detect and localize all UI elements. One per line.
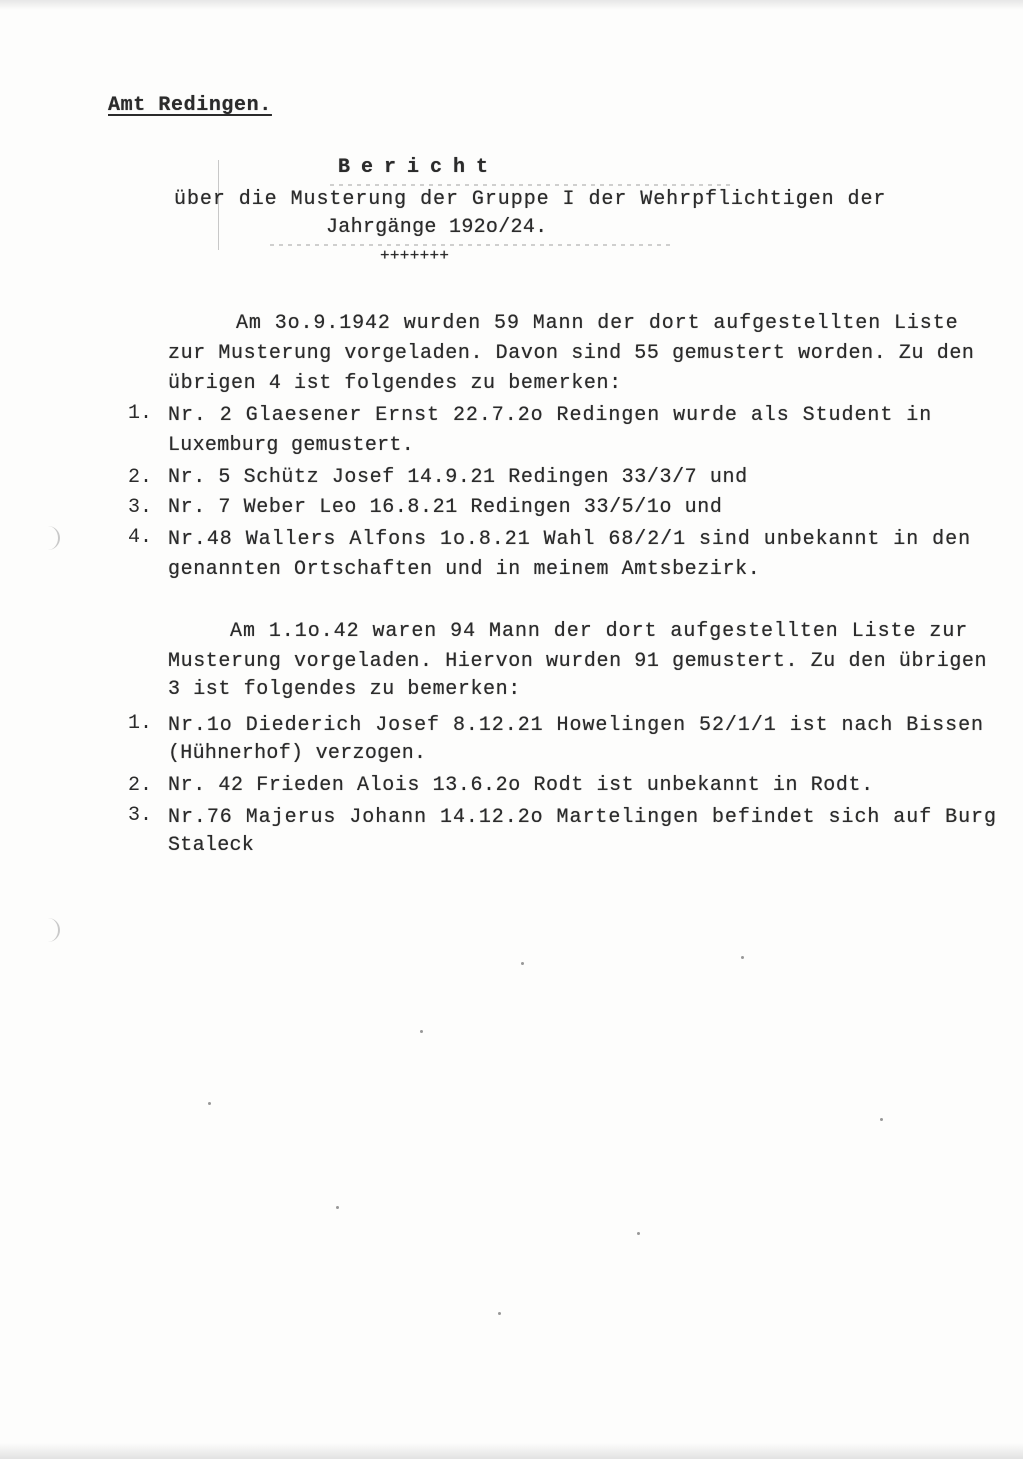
list-item-number: 3. [128, 496, 153, 519]
speck [208, 1102, 211, 1105]
speck [420, 1030, 423, 1033]
speck [336, 1206, 339, 1209]
speck [741, 956, 744, 959]
section1-intro-line1: Am 3o.9.1942 wurden 59 Mann der dort aufgestellten Liste [236, 312, 959, 335]
section1-intro-line3: übrigen 4 ist folgendes zu bemerken: [168, 372, 622, 395]
section1-intro-line2: zur Musterung vorgeladen. Davon sind 55 gemustert worden. Zu den [168, 342, 975, 365]
speck [521, 962, 524, 965]
report-subtitle-line2: Jahrgänge 192o/24. [326, 216, 548, 239]
list-item-text: (Hühnerhof) verzogen. [168, 742, 427, 765]
speck [498, 1312, 501, 1315]
list-item-number: 2. [128, 466, 153, 489]
scan-noise [270, 244, 670, 246]
report-subtitle-line1: über die Musterung der Gruppe I der Wehrpflichtigen der [174, 188, 887, 211]
list-item-number: 1. [128, 712, 153, 735]
speck [637, 1232, 640, 1235]
list-item-text: Staleck [168, 834, 255, 857]
list-item-text: Nr. 2 Glaesener Ernst 22.7.2o Redingen wurde als Student in [168, 404, 933, 427]
list-item-text: Luxemburg gemustert. [168, 434, 415, 457]
list-item-text: genannten Ortschaften und in meinem Amtsbezirk. [168, 558, 761, 581]
section2-intro-line1: Am 1.1o.42 waren 94 Mann der dort aufgestellten Liste zur [230, 620, 969, 643]
list-item-number: 3. [128, 804, 153, 827]
section2-intro-line3: 3 ist folgendes zu bemerken: [168, 678, 521, 701]
list-item-text: Nr. 5 Schütz Josef 14.9.21 Redingen 33/3/7 und [168, 466, 748, 489]
scan-noise [330, 184, 730, 186]
section2-intro-line2: Musterung vorgeladen. Hiervon wurden 91 gemustert. Zu den übrigen [168, 650, 988, 673]
list-item-text: Nr.76 Majerus Johann 14.12.2o Martelingen befindet sich auf Burg [168, 806, 997, 829]
report-heading: Bericht [338, 156, 500, 179]
list-item-text: Nr. 42 Frieden Alois 13.6.2o Rodt ist unbekannt in Rodt. [168, 774, 874, 797]
list-item-number: 4. [128, 526, 153, 549]
list-item-text: Nr. 7 Weber Leo 16.8.21 Redingen 33/5/1o und [168, 496, 723, 519]
office-header: Amt Redingen. [108, 94, 272, 117]
list-item-text: Nr.1o Diederich Josef 8.12.21 Howelingen 52/1/1 ist nach Bissen [168, 714, 984, 737]
scan-edge-top [0, 0, 1023, 10]
list-item-number: 2. [128, 774, 153, 797]
list-item-number: 1. [128, 402, 153, 425]
punch-hole-mark [44, 526, 60, 550]
speck [880, 1118, 883, 1121]
punch-hole-mark [44, 918, 60, 942]
list-item-text: Nr.48 Wallers Alfons 1o.8.21 Wahl 68/2/1 sind unbekannt in den [168, 528, 972, 551]
title-ornament: +++++++ [380, 247, 450, 265]
scan-edge-bottom [0, 1443, 1023, 1459]
